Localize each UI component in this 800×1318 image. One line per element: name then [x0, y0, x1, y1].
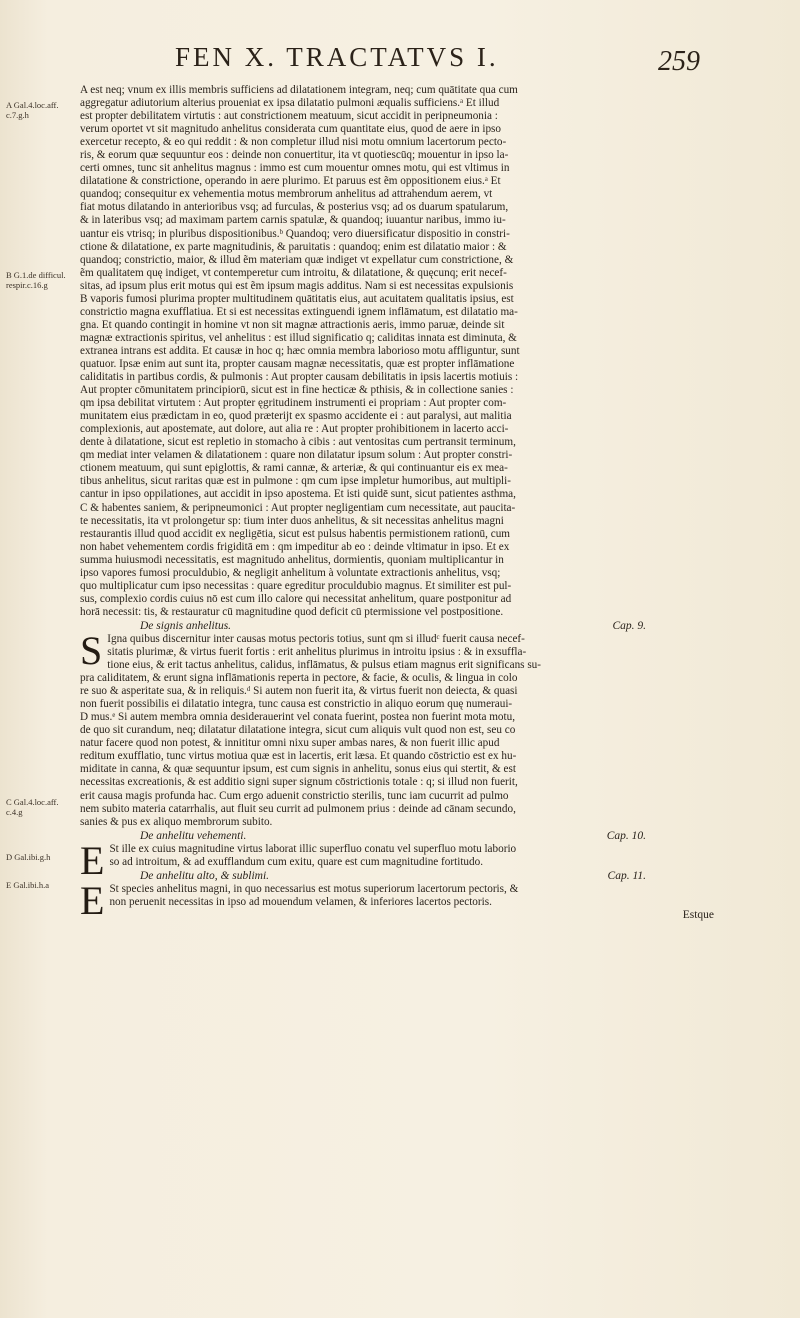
chapter-10-number: Cap. 10. [606, 829, 646, 842]
running-head: FEN X. TRACTATVS I. [175, 42, 499, 72]
paragraph-1-line: caliditatis in partibus cordis, & pulmonis : Aut propter causam debilitatis in ipsis lacertis motiuis : [80, 371, 519, 384]
chapter-9-heading [140, 620, 718, 633]
paragraph-1-line: sitas, ad ipsum plus erit motus qui est ẽm ipsum magis additus. Nam si est necessitas expulsionis [80, 279, 514, 292]
page-header [0, 42, 800, 82]
chapter-9-line: D mus.ᵉ Si autem membra omnia desiderauerint vel conata fuerint, postea non fuerint mota motu, [80, 711, 516, 724]
chapter-9-line: nem subito materia catarrhalis, aut fluit seu currit ad pulmonem prius : deinde ad cānam secundo, [80, 802, 516, 815]
paragraph-1-line: ris, & eorum quæ sequuntur eos : deinde non conuertitur, ita vt quotiescūq; mouentur in ipso la- [80, 149, 509, 162]
paragraph-1-line: exercetur recepto, & eo qui reddit : & non completur illud nisi motu omnium lacertorum pecto- [80, 136, 507, 149]
paragraph-1-line: munitatem eius prædictam in eo, quod præterijt ex spasmo accidente ei : aut paralysi, aut malitia [80, 410, 512, 423]
chapter-9-lines [80, 627, 718, 829]
chapter-9-line: reditum exufflatio, tunc virtus motiua quæ est in lacertis, erit læsa. Et quando cōstrictio est ex hu- [80, 750, 517, 763]
paragraph-1-line: ipso vapores fumosi proculdubio, & negligit anhelitum à voluntate extractionis anhelitus, vsq; [80, 566, 501, 579]
chapter-9-line: necessitas excreationis, & est additio signi super signum cōstrictionis totale : q; si illud non fuerit, [80, 776, 518, 789]
chapter-9-line: re suo & asperitate sua, & in reliquis.ᵈ Si autem non fuerit ita, & virtus fuerit non deiecta, & quasi [80, 685, 518, 698]
chapter-9-line: sanies & pus ex aliquo membrorum subito. [80, 815, 273, 828]
chapter-11-lines [80, 883, 718, 909]
paragraph-1-line: fiat motus dilatando in anterioribus vsq; ad furculas, & posterius vsq; ad os duarum spatularum, [80, 201, 509, 214]
paragraph-1-line: dente à dilatatione, sicut est repletio in stomacho à cibis : aut ventositas cum pertransit terminum, [80, 436, 516, 449]
paragraph-1-line: quo multiplicatur cum ipso necessitas : quare egreditur proculdubio magnus. Et similiter est pul- [80, 579, 512, 592]
chapter-9-line: Igna quibus discernitur inter causas motus pectoris totius, sunt qm si illudᶜ fuerit causa necef- [107, 632, 525, 645]
chapter-9-line: non fuerit possibilis ei dilatatio integra, tunc causa est constrictio in aliquo eorum quę numeraui- [80, 698, 513, 711]
chapter-9-line: pra caliditatem, & erunt signa inflāmationis reperta in pectore, & facie, & oculis, & lingua in colo [80, 672, 518, 685]
paragraph-1-line: certi omnes, tunc sit anhelitus magnus : immo est cum mouentur omnes motu, qui est vltimus in [80, 162, 510, 175]
paragraph-1-line: quandoq; consequitur ex vehementia motus membrorum anhelitus ad attrahendum aerem, vt [80, 188, 493, 201]
chapter-9-dropcap: S [80, 627, 103, 673]
paragraph-1-line: & in lateribus vsq; ad maximam partem carnis spatulæ, & quandoq; iuuantur naribus, immo iu- [80, 214, 506, 227]
main-text [80, 84, 718, 922]
chapter-10-line: so ad introitum, & ad exufflandum cum exitu, quare est cum magnitudine fortitudo. [109, 855, 484, 868]
paragraph-1-line: extranea intrans est addita. Et causæ in hoc q; hæc omnia membra laborioso motu affliguntur, sunt [80, 344, 520, 357]
paragraph-1-line: summa huiusmodi necessitatis, est magnitudo anhelitus, dormientis, quoniam multiplicantur in [80, 553, 504, 566]
chapter-9-line: sitatis plurimæ, & virtus fuerit fortis : erit anhelitus plurimus in introitu ipsius : & in exsuffla- [107, 646, 527, 659]
paragraph-1-line: est propter debilitatem virtutis : aut constrictionem meatuum, sicut accidit in peripneumonia : [80, 110, 498, 123]
paragraph-1-line: A est neq; vnum ex illis membris sufficiens ad dilatationem integram, neq; cum quātitate qua cum [80, 84, 518, 96]
chapter-10-title: De anhelitu vehementi. [140, 829, 247, 842]
margin-note: D Gal.ibi.g.h [6, 852, 51, 862]
paragraph-1-line: C & habentes saniem, & peripneumonici : Aut propter negligentiam cum necessitate, aut paucita- [80, 501, 516, 514]
chapter-9-number: Cap. 9. [612, 619, 646, 632]
chapter-9-line: tione eius, & erit tactus anhelitus, calidus, inflāmatus, & pulsus etiam magnus erit significans su- [107, 659, 541, 672]
paragraph-1-line: qm mediat inter velamen & dilatationem : quare non dilatatur ipsum solum : Aut propter constri- [80, 449, 513, 462]
chapter-9-line: de quo sit curandum, neq; dilatatur dilatatione integra, sicut cum aliquis vult quod non est, seu co [80, 724, 516, 737]
paragraph-1-line: restaurantis illud quod accidit ex negligētia, sicut est pulsus habentis permistionem rationū, cum [80, 527, 511, 540]
paragraph-1-line: B vaporis fumosi plurima propter multitudinem quātitatis eius, aut acuitatem qualitatis ipsius, est [80, 292, 514, 305]
chapter-10-heading [140, 830, 718, 843]
paragraph-1-line: horā necessit: tis, & restauratur cū magnitudine quod deficit cū ptermissione vel postpositione. [80, 605, 504, 618]
paragraph-1-line: qm ipsa debilitat virtutem : Aut propter ęgritudinem instrumenti ei propriam : Aut propter com- [80, 397, 507, 410]
chapter-10-dropcap: E [80, 837, 105, 883]
margin-note: C Gal.4.loc.aff. c.4.g [6, 797, 59, 817]
paragraph-1-line: complexionis, aut apostemate, aut dolore, aut alia re : Aut propter prohibitionem in lacerto acci- [80, 423, 509, 436]
paragraph-1-line: ẽm qualitatem quę indiget, vt contemperetur cum introitu, & dilatatione, & quęcunq; erit necef- [80, 266, 507, 279]
paragraph-1-line: non habet vehementem cordis frigiditā em : qm impeditur ab eo : deinde vltimatur in ipso. Et ex [80, 540, 510, 553]
paragraph-1-line: aggregatur adiutorium alterius proueniat ex ipsa dilatatio pulmoni æqualis sufficiens.ᵃ Et illud [80, 97, 500, 110]
page-number: 259 [658, 46, 700, 77]
paragraph-1-line: magnæ extractionis spiritus, vel anhelitus : est illud significatio q; caliditas innata est diminuta, & [80, 331, 517, 344]
margin-note: A Gal.4.loc.aff. c.7.g.h [6, 100, 59, 120]
paragraph-1-line: ctione & dilatatione, ex parte magnitudinis, & paruitatis : quandoq; enim est dilatatio maior : & [80, 240, 507, 253]
chapter-11-title: De anhelitu alto, & sublimi. [140, 869, 270, 882]
paragraph-1-line: te necessitatis, ita vt prolongetur sp: tium inter duos anhelitus, & sit necessitas anhelitus magni [80, 514, 504, 527]
paragraph-1-line: quatuor. Ipsæ enim aut sunt ita, propter causam magnæ necessitatis, quæ est propter inflāmatione [80, 357, 515, 370]
catchword: Estque [682, 908, 714, 921]
paragraph-1-line: Aut propter cōmunitatem principiorū, sicut est in fine hecticæ & pthisis, & in collectione sanies : [80, 384, 514, 397]
chapter-11-line: St species anhelitus magni, in quo necessarius est motus superiorum lacertorum pectoris, & [109, 882, 519, 895]
paragraph-1 [80, 84, 718, 619]
paragraph-1-line: gna. Et quando contingit in homine vt non sit magnæ attractionis aeris, immo paruæ, deinde sit [80, 318, 505, 331]
chapter-11-line: non peruenit necessitas in ipso ad mouendum velamen, & inferiores lacertos pectoris. [109, 895, 492, 908]
chapter-9-text [80, 627, 718, 829]
paragraph-1-line: ctionem meatuum, qui sunt epiglottis, & rami cannæ, & arteriæ, & qui continuantur eis ex mea- [80, 462, 508, 475]
margin-note: E Gal.ibi.h.a [6, 880, 49, 890]
paragraph-1-line: tibus anhelitus, sicut raritas quæ est in pulmone : qm cum ipse impletur humoribus, aut multipli- [80, 475, 511, 488]
paragraph-1-line: verum oportet vt sit magnitudo anhelitus considerata cum quantitate eius, quod de aere in ipso [80, 123, 501, 136]
margin-note: B G.1.de difficul. respir.c.16.g [6, 270, 66, 290]
chapter-9-line: erit causa magis profunda hac. Cum ergo aduenit constrictio sterilis, tunc iam cucurrit ad pulmo [80, 789, 509, 802]
chapter-10-line: St ille ex cuius magnitudine virtus laborat illic superfluo conatu vel superfluo motu laborio [109, 842, 517, 855]
paragraph-1-line: constrictio magna exufflatiua. Et si est necessitas extinguendi ignem inflāmatum, est dilatatio ma- [80, 305, 518, 318]
paragraph-1-line: cantur in ipso oppilationes, aut accidit in ipso apostema. Et isti quidē sunt, sicut patientes asthma, [80, 488, 516, 501]
chapter-9-line: natur facere quod non potest, & innititur omni nixu super ambas nares, & non fuerit illic apud [80, 737, 500, 750]
chapter-11-number: Cap. 11. [607, 869, 646, 882]
chapter-11-heading [140, 870, 718, 883]
paragraph-1-line: uantur eis vtrisq; in pluribus dispositionibus.ᵇ Quandoq; vero diuersificatur dispositio in constri- [80, 227, 510, 240]
chapter-11-dropcap: E [80, 877, 105, 923]
chapter-10-lines [80, 843, 718, 869]
chapter-9-title: De signis anhelitus. [140, 619, 232, 632]
paragraph-1-line: quandoq; constrictio, maior, & illud ẽm materiam quæ indiget vt expellatur cum constrictione, & [80, 253, 514, 266]
paragraph-1-line: dilatatione & constrictione, operando in aere plurimo. Et paruus est ẽm oppositionem eius.ᵃ Et [80, 175, 501, 188]
paragraph-1-line: sus, complexio cordis cuius nō est cum illo calore qui necessitat anhelitum, quare postponitur ad [80, 592, 512, 605]
chapter-9-line: miditate in canna, & quæ sequuntur ipsum, est cum signis in anhelitu, sonus eius qui stertit, & est [80, 763, 516, 776]
